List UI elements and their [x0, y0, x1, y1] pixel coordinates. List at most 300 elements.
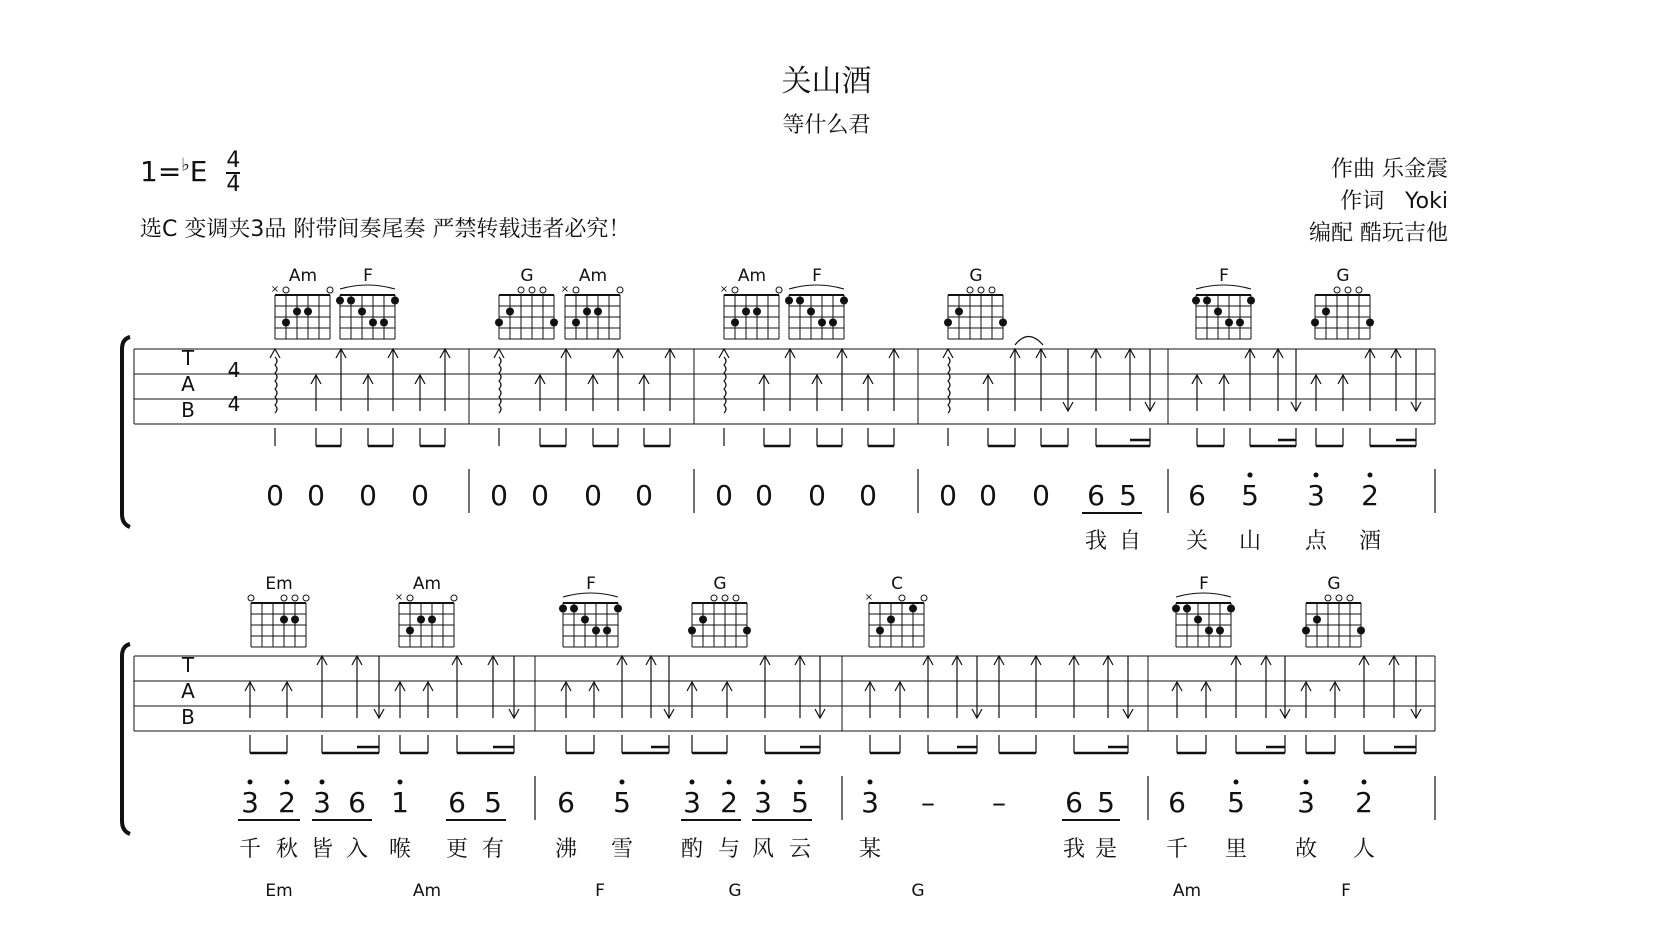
chord-dot [731, 319, 739, 327]
strum-down-arrow [1123, 656, 1133, 718]
jianpu-note: 6 [1168, 786, 1186, 819]
chord-dot [1183, 605, 1191, 613]
jianpu-note: 0 [715, 479, 733, 512]
lyric-char: 秋 [275, 837, 299, 862]
chord-name: F [586, 574, 596, 594]
chord-dot [876, 627, 884, 635]
chord-name: F [1341, 881, 1351, 901]
chord-open-mark [283, 287, 289, 293]
chord-name: Em [265, 574, 293, 594]
chord-dot [1205, 627, 1213, 635]
lyric-char: 某 [858, 837, 882, 862]
chord-diagram-Am [720, 266, 782, 339]
chord-dot [1225, 319, 1233, 327]
strum-up-arrow [535, 375, 545, 411]
strum-up-arrow [1091, 349, 1101, 411]
chord-mute-mark: × [394, 592, 404, 603]
strum-up-arrow [452, 656, 462, 718]
jianpu-note: 0 [531, 479, 549, 512]
arpeggio-head [719, 349, 729, 358]
strum-up-arrow [617, 656, 627, 718]
chord-mute-mark: × [270, 284, 280, 295]
jianpu-note: 0 [266, 479, 284, 512]
chord-open-mark [617, 287, 623, 293]
chord-dot [688, 627, 696, 635]
jianpu-note: 3 [1307, 479, 1325, 512]
tab-letter: B [181, 398, 195, 422]
chord-dot [909, 605, 917, 613]
chord-diagram-G [1311, 266, 1374, 339]
tab-letter: T [181, 346, 195, 370]
jianpu-note: 2 [1355, 786, 1373, 819]
chord-dot [291, 616, 299, 624]
chord-name: F [363, 266, 373, 286]
jianpu-note: – [921, 786, 935, 819]
lyric-char: 云 [788, 837, 812, 862]
chord-dot [506, 308, 514, 316]
chord-name: Am [737, 266, 767, 286]
jianpu-note: 6 [557, 786, 575, 819]
chord-dot [391, 297, 399, 305]
chord-open-mark [281, 595, 287, 601]
strum-up-arrow [1231, 656, 1241, 718]
lyric-char: 与 [717, 837, 741, 862]
tab-time-top: 4 [227, 358, 241, 382]
strum-up-arrow [1010, 349, 1020, 411]
tab-staff-system-2 [122, 644, 1435, 862]
jianpu-note: 6 [448, 786, 466, 819]
strum-up-arrow [1389, 656, 1399, 718]
strum-up-arrow [1311, 375, 1321, 411]
chord-dot [1247, 297, 1255, 305]
chord-name: F [1199, 574, 1209, 594]
strum-down-arrow [1280, 656, 1290, 718]
strum-up-arrow [317, 656, 327, 718]
lyric-char: 沸 [554, 837, 578, 862]
high-octave-dot [868, 780, 873, 785]
chord-open-mark [978, 287, 984, 293]
chord-diagram-Am [561, 266, 623, 339]
strum-up-arrow [363, 375, 373, 411]
tie-arc [1015, 337, 1043, 346]
chord-dot [1214, 308, 1222, 316]
chord-open-mark [989, 287, 995, 293]
strum-up-arrow [352, 656, 362, 718]
chord-dot [840, 297, 848, 305]
jianpu-note: 2 [278, 786, 296, 819]
strum-up-arrow [1103, 656, 1113, 718]
chord-open-mark [967, 287, 973, 293]
strum-down-arrow [1291, 349, 1301, 411]
chord-name: Am [578, 266, 608, 286]
strum-up-arrow [588, 375, 598, 411]
chord-dot [1357, 627, 1365, 635]
jianpu-note: 0 [411, 479, 429, 512]
jianpu-note: 3 [313, 786, 331, 819]
chord-open-mark [573, 287, 579, 293]
chord-diagram-F [336, 266, 399, 339]
high-octave-dot [1248, 473, 1253, 478]
chord-dot [1236, 319, 1244, 327]
key-note: E [189, 155, 208, 188]
chord-dot [1172, 605, 1180, 613]
chord-dot [829, 319, 837, 327]
chord-dot [742, 308, 750, 316]
jianpu-note: 0 [635, 479, 653, 512]
chord-dot [796, 297, 804, 305]
chord-open-mark [248, 595, 254, 601]
jianpu-note: – [992, 786, 1006, 819]
jianpu-note: 3 [683, 786, 701, 819]
chord-dot [785, 297, 793, 305]
lyric-char: 我 [1062, 837, 1086, 862]
high-octave-dot [620, 780, 625, 785]
high-octave-dot [1362, 780, 1367, 785]
chord-name: Am [412, 881, 442, 901]
chord-diagram-Am [395, 574, 457, 647]
strum-up-arrow [415, 375, 425, 411]
high-octave-dot [1304, 780, 1309, 785]
arpeggio-wave [275, 357, 277, 413]
strum-down-arrow [1063, 349, 1073, 411]
chord-diagram-F [559, 574, 622, 647]
lyric-char: 自 [1118, 529, 1142, 554]
strum-up-arrow [282, 682, 292, 718]
strum-up-arrow [1125, 349, 1135, 411]
chord-diagram-Am [271, 266, 333, 339]
high-octave-dot [398, 780, 403, 785]
strum-up-arrow [863, 375, 873, 411]
chord-dot [583, 308, 591, 316]
jianpu-note: 5 [1097, 786, 1115, 819]
tab-letter: B [181, 705, 195, 729]
strum-up-arrow [895, 682, 905, 718]
high-octave-dot [727, 780, 732, 785]
chord-dot [282, 319, 290, 327]
chord-open-mark [1356, 287, 1362, 293]
chord-dot [347, 297, 355, 305]
strum-up-arrow [983, 375, 993, 411]
chord-dot [428, 616, 436, 624]
jianpu-note: 5 [613, 786, 631, 819]
chord-open-mark [722, 595, 728, 601]
strum-up-arrow [795, 656, 805, 718]
arpeggio-head [943, 349, 953, 358]
lyric-char: 千 [1165, 837, 1189, 862]
high-octave-dot [1314, 473, 1319, 478]
strum-up-arrow [1365, 349, 1375, 411]
strum-up-arrow [395, 682, 405, 718]
jianpu-note: 6 [1087, 479, 1105, 512]
lyric-char: 人 [1352, 837, 1376, 862]
chord-dot [944, 319, 952, 327]
chord-name: Am [412, 574, 442, 594]
chord-diagram-G [1302, 574, 1365, 647]
lyric-char: 喉 [388, 837, 412, 862]
strum-up-arrow [488, 656, 498, 718]
system-bracket [122, 644, 130, 834]
strum-up-arrow [665, 349, 675, 411]
chord-name: G [969, 266, 983, 286]
strum-down-arrow [374, 656, 384, 718]
chord-diagram-C [865, 574, 927, 647]
chord-dot [1313, 616, 1321, 624]
strum-down-arrow [509, 656, 519, 718]
strum-up-arrow [589, 682, 599, 718]
chord-dot [999, 319, 1007, 327]
high-octave-dot [248, 780, 253, 785]
chord-dot [1192, 297, 1200, 305]
chord-name: C [891, 574, 903, 594]
chord-dot [818, 319, 826, 327]
strum-up-arrow [785, 349, 795, 411]
strum-up-arrow [760, 656, 770, 718]
high-octave-dot [761, 780, 766, 785]
chord-open-mark [776, 287, 782, 293]
chord-open-mark [1325, 595, 1331, 601]
lyric-char: 风 [751, 837, 775, 862]
jianpu-note: 0 [584, 479, 602, 512]
chord-dot [280, 616, 288, 624]
chord-open-mark [540, 287, 546, 293]
chord-dot [887, 616, 895, 624]
jianpu-note: 5 [791, 786, 809, 819]
strum-up-arrow [812, 375, 822, 411]
strum-up-arrow [1391, 349, 1401, 411]
arpeggio-head [494, 349, 504, 358]
high-octave-dot [285, 780, 290, 785]
lyric-char: 有 [481, 837, 505, 862]
strum-up-arrow [440, 349, 450, 411]
lyric-char: 酌 [680, 837, 704, 862]
lyric-char: 皆 [310, 837, 334, 862]
arrangement-note: 选C 变调夹3品 附带间奏尾奏 严禁转载违者必究！ [140, 217, 631, 242]
strum-up-arrow [923, 656, 933, 718]
chord-open-mark [1347, 595, 1353, 601]
arranger-credit: 编配 酷玩吉他 [1309, 221, 1448, 246]
strum-up-arrow [311, 375, 321, 411]
strum-down-arrow [815, 656, 825, 718]
lyric-char: 山 [1238, 529, 1262, 554]
chord-diagram-G [944, 266, 1007, 339]
high-octave-dot [690, 780, 695, 785]
chord-mute-mark: × [560, 284, 570, 295]
lyric-char: 点 [1304, 529, 1328, 554]
chord-open-mark [327, 287, 333, 293]
chord-dot [1216, 627, 1224, 635]
tab-letter: A [181, 679, 195, 703]
chord-name: G [911, 881, 925, 901]
jianpu-note: 6 [1065, 786, 1083, 819]
jianpu-note: 3 [861, 786, 879, 819]
chord-name: G [1327, 574, 1341, 594]
chord-name: G [728, 881, 742, 901]
strum-down-arrow [972, 656, 982, 718]
chord-dot [293, 308, 301, 316]
jianpu-note: 0 [859, 479, 877, 512]
chord-diagram-F [785, 266, 848, 339]
lyric-char: 是 [1094, 837, 1118, 862]
jianpu-note: 3 [241, 786, 259, 819]
strum-up-arrow [646, 656, 656, 718]
strum-up-arrow [1261, 656, 1271, 718]
time-signature-top: 4 [226, 148, 241, 173]
chord-diagram-G [495, 266, 558, 339]
high-octave-dot [1368, 473, 1373, 478]
jianpu-note: 0 [939, 479, 957, 512]
strum-up-arrow [388, 349, 398, 411]
strum-up-arrow [1201, 682, 1211, 718]
chord-open-mark [921, 595, 927, 601]
jianpu-note: 1 [391, 786, 409, 819]
chord-name: Am [1172, 881, 1202, 901]
strum-down-arrow [1411, 349, 1421, 411]
strum-up-arrow [1069, 656, 1079, 718]
chord-dot [1302, 627, 1310, 635]
jianpu-note: 3 [754, 786, 772, 819]
high-octave-dot [1234, 780, 1239, 785]
arpeggio-wave [724, 357, 726, 413]
jianpu-note: 0 [755, 479, 773, 512]
chord-open-mark [1345, 287, 1351, 293]
strum-up-arrow [1301, 682, 1311, 718]
chord-dot [369, 319, 377, 327]
strum-up-arrow [994, 656, 1004, 718]
lyric-char: 故 [1294, 837, 1318, 862]
chord-dot [550, 319, 558, 327]
strum-up-arrow [1359, 656, 1369, 718]
chord-open-mark [518, 287, 524, 293]
chord-open-mark [1336, 595, 1342, 601]
chord-dot [570, 605, 578, 613]
jianpu-note: 5 [1119, 479, 1137, 512]
lyric-char: 千 [238, 837, 262, 862]
jianpu-note: 5 [484, 786, 502, 819]
tab-staff-system-1 [122, 337, 1435, 555]
chord-dot [336, 297, 344, 305]
arpeggio-head [270, 349, 280, 358]
chord-name: Am [288, 266, 318, 286]
jianpu-note: 2 [720, 786, 738, 819]
chord-mute-mark: × [864, 592, 874, 603]
chord-dot [406, 627, 414, 635]
strum-up-arrow [1036, 349, 1046, 411]
jianpu-note: 6 [348, 786, 366, 819]
jianpu-note: 3 [1297, 786, 1315, 819]
chord-open-mark [1334, 287, 1340, 293]
jianpu-note: 5 [1227, 786, 1245, 819]
chord-dot [1194, 616, 1202, 624]
strum-up-arrow [639, 375, 649, 411]
chord-open-mark [303, 595, 309, 601]
strum-up-arrow [759, 375, 769, 411]
arpeggio-wave [499, 357, 501, 413]
chord-dot [699, 616, 707, 624]
chord-open-mark [292, 595, 298, 601]
strum-up-arrow [561, 682, 571, 718]
chord-dot [581, 616, 589, 624]
chord-open-mark [732, 287, 738, 293]
lyric-char: 关 [1185, 529, 1209, 554]
strum-up-arrow [1330, 682, 1340, 718]
chord-dot [304, 308, 312, 316]
strum-up-arrow [837, 349, 847, 411]
chord-diagram-F [1172, 574, 1235, 647]
chord-dot [807, 308, 815, 316]
chord-dot [1203, 297, 1211, 305]
strum-up-arrow [423, 682, 433, 718]
chord-diagram-G [688, 574, 751, 647]
tab-letter: T [181, 653, 195, 677]
strum-up-arrow [952, 656, 962, 718]
chord-name: G [713, 574, 727, 594]
time-signature-bottom: 4 [226, 172, 241, 197]
high-octave-dot [798, 780, 803, 785]
strum-up-arrow [1031, 656, 1041, 718]
chord-name: G [520, 266, 534, 286]
strum-down-arrow [1411, 656, 1421, 718]
chord-open-mark [529, 287, 535, 293]
strum-down-arrow [1145, 349, 1155, 411]
jianpu-note: 5 [1241, 479, 1259, 512]
high-octave-dot [320, 780, 325, 785]
chord-diagram-F [1192, 266, 1255, 339]
chord-dot [614, 605, 622, 613]
jianpu-note: 0 [307, 479, 325, 512]
chord-dot [380, 319, 388, 327]
composer-credit: 作曲 乐金震 [1331, 157, 1448, 182]
strum-up-arrow [561, 349, 571, 411]
chord-dot [592, 627, 600, 635]
jianpu-note: 0 [359, 479, 377, 512]
chord-dot [358, 308, 366, 316]
chord-dot [753, 308, 761, 316]
lyric-char: 雪 [610, 837, 634, 862]
chord-name: F [595, 881, 605, 901]
chord-dot [572, 319, 580, 327]
strum-up-arrow [1192, 375, 1202, 411]
flat-sign: ♭ [181, 154, 190, 176]
song-artist: 等什么君 [782, 113, 871, 138]
strum-up-arrow [613, 349, 623, 411]
chord-name: G [1336, 266, 1350, 286]
chord-dot [594, 308, 602, 316]
chord-open-mark [899, 595, 905, 601]
lyric-char: 更 [445, 837, 469, 862]
strum-up-arrow [1172, 682, 1182, 718]
tab-time-bottom: 4 [227, 392, 241, 416]
jianpu-note: 0 [808, 479, 826, 512]
strum-up-arrow [1245, 349, 1255, 411]
chord-dot [743, 627, 751, 635]
jianpu-note: 6 [1188, 479, 1206, 512]
lyric-char: 里 [1224, 837, 1248, 862]
strum-up-arrow [889, 349, 899, 411]
arpeggio-wave [948, 357, 950, 413]
strum-up-arrow [336, 349, 346, 411]
chord-open-mark [711, 595, 717, 601]
chord-name: F [1219, 266, 1229, 286]
strum-up-arrow [687, 682, 697, 718]
jianpu-note: 2 [1361, 479, 1379, 512]
chord-open-mark [451, 595, 457, 601]
chord-dot [955, 308, 963, 316]
jianpu-note: 0 [490, 479, 508, 512]
lyricist-credit: 作词 Yoki [1340, 189, 1448, 214]
chord-dot [603, 627, 611, 635]
strum-up-arrow [865, 682, 875, 718]
chord-diagram-Em [248, 574, 309, 647]
